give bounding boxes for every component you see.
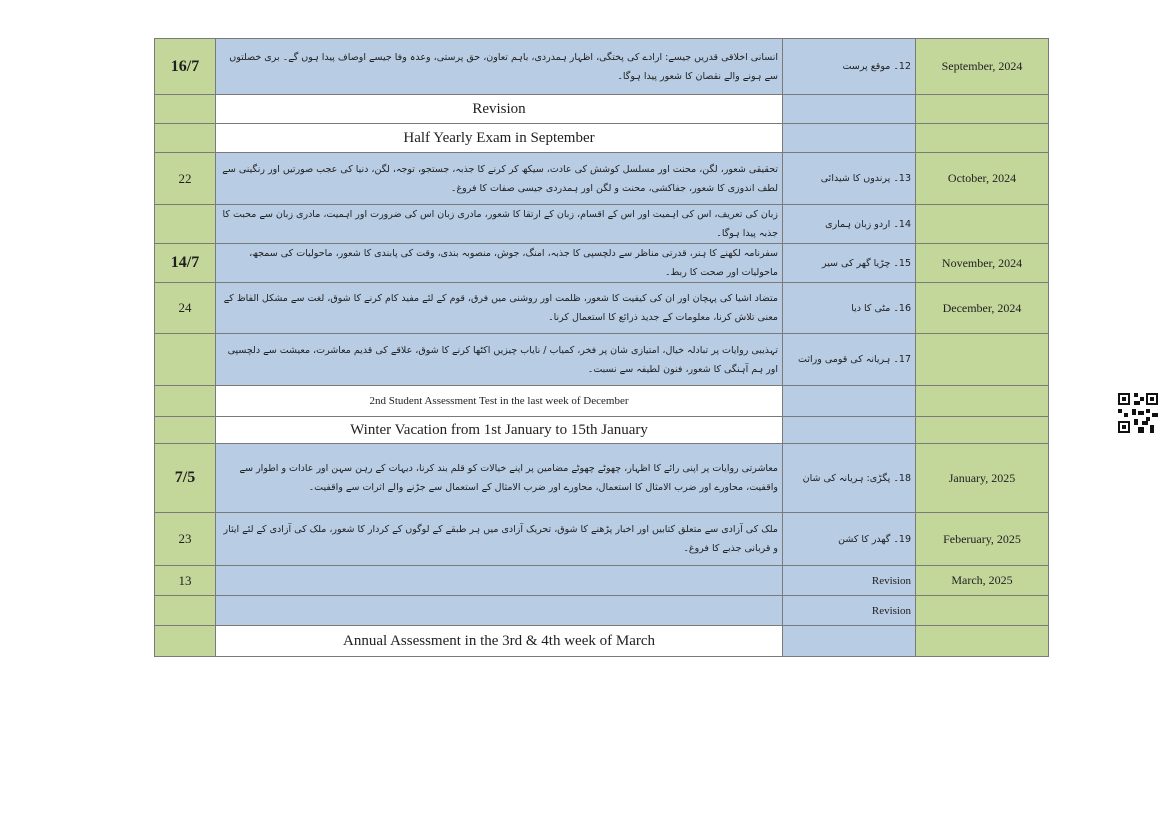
table-row — [155, 95, 1049, 124]
lesson-cell: 18۔ پگڑی: ہریانہ کی شان — [783, 444, 916, 513]
objective-cell: معاشرتی روایات پر اپنی رائے کا اظہار، چھوٹے چھوٹے مضامین پر اپنے خیالات کو قلم بند کرنا، دیہات کے رہن سہن اور عادات و اطوار سے واقفیت، محاورے اور ضرب الامثال کا استعمال، محاورے اور ضرب الامثال کے استعمال سے جڑنے والے اثرات سے واقفیت۔ — [216, 444, 783, 513]
lesson-cell — [783, 626, 916, 657]
banner-cell: Winter Vacation from 1st January to 15th January — [216, 417, 783, 444]
lesson-cell — [783, 124, 916, 153]
banner-cell: Revision — [216, 95, 783, 124]
lesson-cell — [783, 417, 916, 444]
month-cell — [916, 417, 1049, 444]
lesson-cell: 15۔ چڑیا گھر کی سیر — [783, 244, 916, 283]
days-cell — [155, 596, 216, 626]
table-row — [155, 626, 1049, 657]
days-cell: 22 — [155, 153, 216, 205]
days-cell — [155, 124, 216, 153]
table-row — [155, 39, 1049, 95]
table-row — [155, 566, 1049, 596]
days-cell — [155, 626, 216, 657]
lesson-cell: Revision — [783, 596, 916, 626]
days-cell — [155, 417, 216, 444]
table-row — [155, 513, 1049, 566]
table-row — [155, 283, 1049, 334]
month-cell: October, 2024 — [916, 153, 1049, 205]
days-cell — [155, 334, 216, 386]
days-cell: 13 — [155, 566, 216, 596]
days-cell: 23 — [155, 513, 216, 566]
objective-cell — [216, 566, 783, 596]
lesson-cell: 19۔ گھدر کا کشن — [783, 513, 916, 566]
days-cell — [155, 205, 216, 244]
banner-cell: Annual Assessment in the 3rd & 4th week of March — [216, 626, 783, 657]
days-cell: 7/5 — [155, 444, 216, 513]
table-row — [155, 244, 1049, 283]
table-row — [155, 205, 1049, 244]
syllabus-table — [154, 38, 1049, 657]
days-cell — [155, 386, 216, 417]
table-row — [155, 334, 1049, 386]
objective-cell: تحقیقی شعور، لگن، محنت اور مسلسل کوشش کی عادت، سیکھ کر کرنے کا جذبہ، جستجو، توجہ، لگن، دنیا کی عجب صورتیں اور رنگینی سے لطف اندوزی کا شعور، جفاکشی، محنت و لگن اور ہمدردی جیسی صفات کا فروغ۔ — [216, 153, 783, 205]
month-cell — [916, 626, 1049, 657]
month-cell — [916, 334, 1049, 386]
lesson-cell: 17۔ ہریانہ کی قومی وراثت — [783, 334, 916, 386]
lesson-cell: 13۔ پرندوں کا شیدائی — [783, 153, 916, 205]
month-cell: March, 2025 — [916, 566, 1049, 596]
objective-cell: زبان کی تعریف، اس کی اہمیت اور اس کے اقسام، زبان کے ارتقا کا شعور، مادری زبان اس کی ضرورت اور اہمیت، مادری زبان سے محبت کا جذبہ پیدا ہوگا۔ — [216, 205, 783, 244]
table-row — [155, 153, 1049, 205]
lesson-cell: 12۔ موقع پرست — [783, 39, 916, 95]
table-row — [155, 124, 1049, 153]
month-cell — [916, 386, 1049, 417]
month-cell: Feberuary, 2025 — [916, 513, 1049, 566]
days-cell: 24 — [155, 283, 216, 334]
qr-code-icon — [1118, 393, 1158, 433]
lesson-cell — [783, 386, 916, 417]
objective-cell: تہذیبی روایات پر تبادلہ خیال، امتیازی شان پر فخر، کمیاب / نایاب چیزیں اکٹھا کرنے کا شوق، علاقے کی قدیم معاشرت، معیشت سے دلچسپی اور ہم آہنگی کا شعور، فنون لطیفہ سے نسبت۔ — [216, 334, 783, 386]
month-cell — [916, 124, 1049, 153]
lesson-cell: 14۔ اردو زبان ہماری — [783, 205, 916, 244]
lesson-cell — [783, 95, 916, 124]
objective-cell: متضاد اشیا کی پہچان اور ان کی کیفیت کا شعور، ظلمت اور روشنی میں فرق، قوم کے لئے مفید کام کرنے کا شوق، لغت سے مشکل الفاظ کے معنی تلاش کرنا، معلومات کے جدید ذرائع کا استعمال کرنا۔ — [216, 283, 783, 334]
lesson-cell: Revision — [783, 566, 916, 596]
month-cell: January, 2025 — [916, 444, 1049, 513]
banner-cell: 2nd Student Assessment Test in the last week of December — [216, 386, 783, 417]
objective-cell — [216, 596, 783, 626]
month-cell — [916, 205, 1049, 244]
objective-cell: سفرنامہ لکھنے کا ہنر، قدرتی مناظر سے دلچسپی کا جذبہ، امنگ، جوش، منصوبہ بندی، وقت کی پابندی کا شعور، ماحولیات کی سمجھ، ماحولیات اور صحت کا ربط۔ — [216, 244, 783, 283]
days-cell: 16/7 — [155, 39, 216, 95]
objective-cell: ملک کی آزادی سے متعلق کتابیں اور اخبار پڑھنے کا شوق، تحریک آزادی میں ہر طبقے کے لوگوں کے کردار کا شعور، ملک کی آزادی کے لئے ایثار و قربانی جذبے کا فروغ۔ — [216, 513, 783, 566]
days-cell: 14/7 — [155, 244, 216, 283]
objective-cell: انسانی اخلاقی قدریں جیسے: ارادے کی پختگی، اظہار ہمدردی، باہم تعاون، حق پرستی، وعدہ وفا جیسے اوصاف پیدا ہوں گے۔ بری خصلتوں سے ہونے والے نقصان کا شعور پیدا ہوگا۔ — [216, 39, 783, 95]
month-cell — [916, 596, 1049, 626]
table-row — [155, 596, 1049, 626]
table-row — [155, 386, 1049, 417]
month-cell: December, 2024 — [916, 283, 1049, 334]
table-row — [155, 417, 1049, 444]
month-cell: November, 2024 — [916, 244, 1049, 283]
days-cell — [155, 95, 216, 124]
month-cell: September, 2024 — [916, 39, 1049, 95]
table-row — [155, 444, 1049, 513]
banner-cell: Half Yearly Exam in September — [216, 124, 783, 153]
month-cell — [916, 95, 1049, 124]
lesson-cell: 16۔ مٹی کا دیا — [783, 283, 916, 334]
